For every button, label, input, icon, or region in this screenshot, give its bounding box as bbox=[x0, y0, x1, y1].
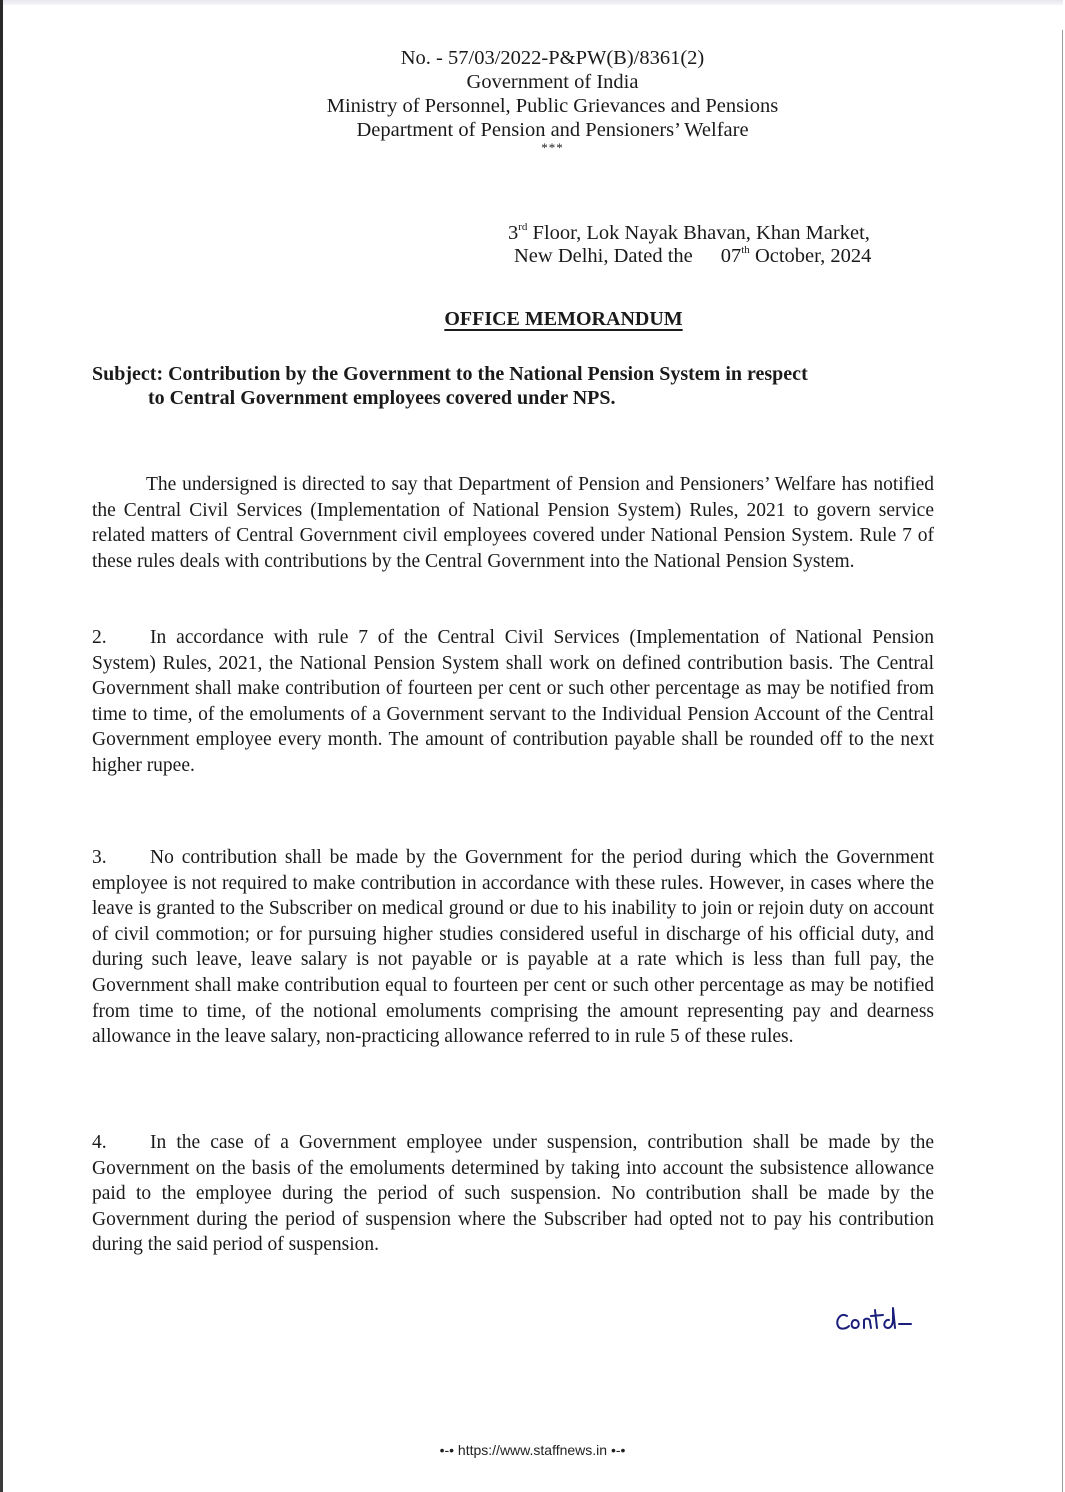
subject-line-2: to Central Government employees covered under NPS. bbox=[148, 387, 616, 409]
paragraph-4 bbox=[92, 1130, 934, 1258]
floor-number: 3 bbox=[508, 222, 519, 244]
paragraph-1 bbox=[92, 472, 934, 574]
paragraph-number: 4. bbox=[92, 1132, 107, 1153]
paragraph-number: 2. bbox=[92, 627, 107, 648]
government-name: Government of India bbox=[466, 71, 639, 93]
scan-edge-right bbox=[1062, 30, 1063, 1492]
footer-ornament-right: •-• bbox=[610, 1442, 626, 1458]
paragraph-text: No contribution shall be made by the Government for the period during which the Government employee is not required to make contribution in accordance with these rules. However, in cases where the leave is granted to the Subscriber on medical ground or due to his inability to join or rejoin duty on account of civil commotion; or for pursuing higher studies considered useful in discharge of his official duty, and during such leave, leave salary is not payable or is payable at a rate which is less than full pay, the Government shall make contribution equal to fourteen per cent or such other percentage as may be notified from time to time, of the notional emoluments comprising the amount representing pay and dearness allowance in the leave salary, non-practicing allowance referred to in rule 5 of these rules. bbox=[92, 847, 934, 1048]
address-text: Floor, Lok Nayak Bhavan, Khan Market, bbox=[527, 222, 870, 244]
paragraph-3 bbox=[92, 845, 934, 1050]
paragraph-text: In accordance with rule 7 of the Central Civil Services (Implementation of National Pension System) Rules, 2021, the National Pension System shall work on defined contribution basis. The Central Government shall make contribution of fourteen per cent or such other percentage as may be notified from time to time, of the emoluments of a Government servant to the Individual Pension Account of the Central Government employee every month. The amount of contribution payable shall be rounded off to the next higher rupee. bbox=[92, 627, 934, 776]
address-block bbox=[508, 222, 871, 268]
separator-stars: *** bbox=[541, 140, 564, 155]
handwritten-contd bbox=[833, 1302, 943, 1342]
subject bbox=[92, 362, 942, 410]
paragraph-2 bbox=[92, 625, 934, 779]
ministry-name: Ministry of Personnel, Public Grievances and Pensions bbox=[326, 95, 779, 117]
handwriting-contd-icon bbox=[833, 1302, 943, 1342]
date-prefix: New Delhi, Dated the bbox=[514, 245, 693, 267]
date-line bbox=[508, 245, 871, 268]
department-name: Department of Pension and Pensioners’ Welfare bbox=[356, 119, 749, 141]
subject-line-1: Subject: Contribution by the Government to the National Pension System in respect bbox=[92, 363, 808, 385]
paragraph-number: 3. bbox=[92, 847, 107, 868]
scan-edge-left bbox=[0, 0, 3, 1492]
reference-number: No. - 57/03/2022-P&PW(B)/8361(2) bbox=[400, 47, 705, 69]
scan-edge-top bbox=[3, 0, 1063, 5]
date-day: 07 bbox=[720, 245, 742, 267]
paragraph-text: In the case of a Government employee under suspension, contribution shall be made by the Government on the basis of the emoluments determined by taking into account the subsistence allowance paid to the employee during the period of such suspension. No contribution shall be made by the Government during the period of suspension where the Subscriber had opted not to pay his contribution during the said period of suspension. bbox=[92, 1132, 934, 1256]
footer-url[interactable]: https://www.staffnews.in bbox=[457, 1442, 608, 1458]
address-line bbox=[508, 222, 871, 245]
letterhead bbox=[0, 46, 1065, 154]
footer bbox=[0, 1442, 1065, 1458]
floor-suffix: rd bbox=[518, 221, 528, 233]
paragraph-text: The undersigned is directed to say that Department of Pension and Pensioners’ Welfare has notified the Central Civil Services (Implementation of National Pension System) Rules, 2021 to govern service related matters of Central Government civil employees covered under National Pension System. Rule 7 of these rules deals with contributions by the Central Government into the National Pension System. bbox=[92, 474, 934, 572]
footer-ornament-left: •-• bbox=[439, 1442, 455, 1458]
date-month-year: October, 2024 bbox=[749, 245, 872, 267]
date-suffix: th bbox=[741, 244, 750, 256]
memo-title: OFFICE MEMORANDUM bbox=[444, 308, 683, 330]
